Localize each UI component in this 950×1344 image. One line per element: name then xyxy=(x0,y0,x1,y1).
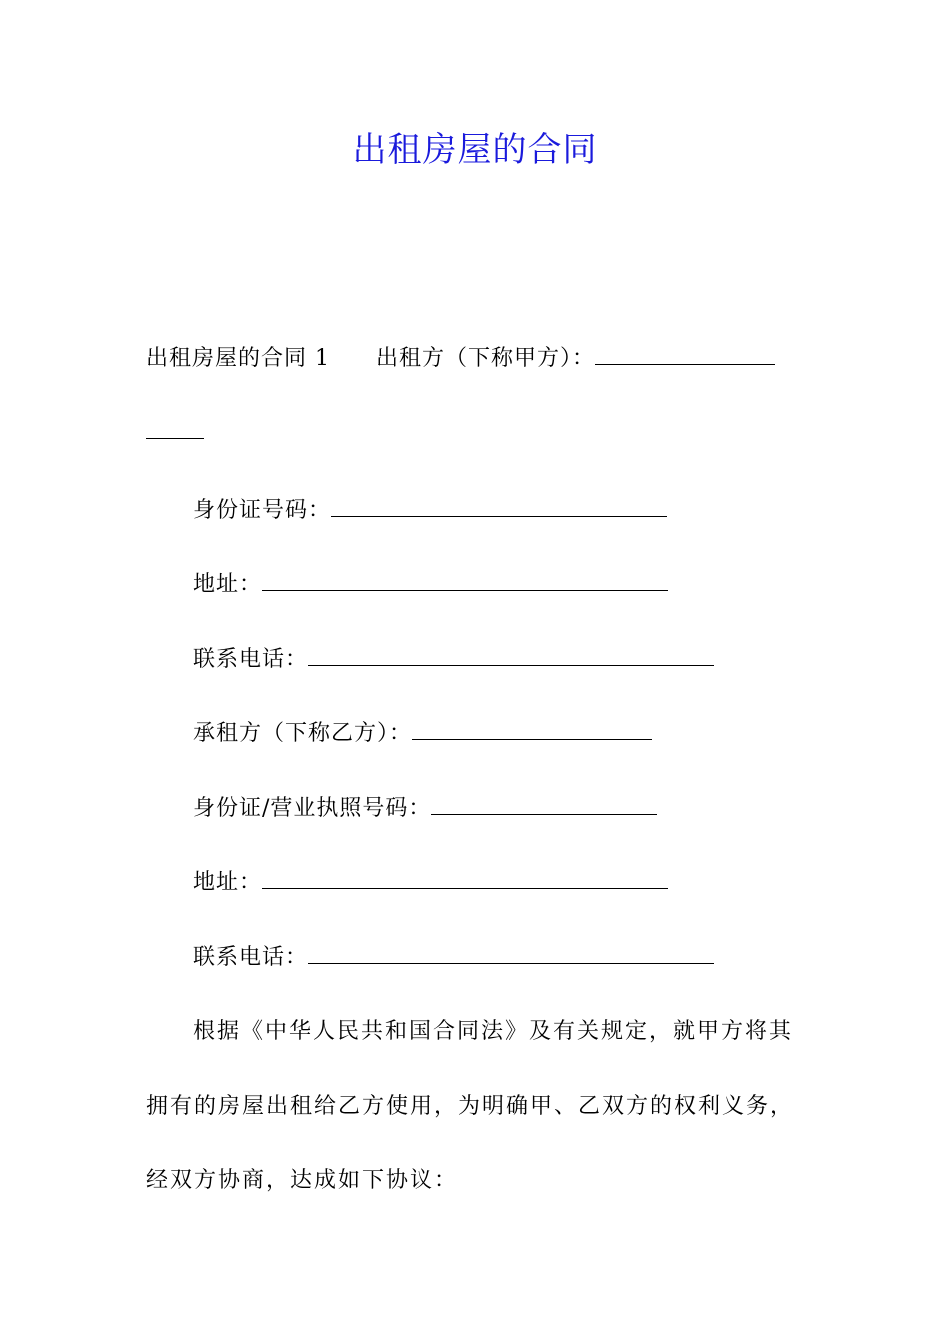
field-row xyxy=(193,645,714,675)
field-row xyxy=(193,496,667,526)
lessee-phone-blank xyxy=(308,943,714,964)
paragraph-line: 根据《中华人民共和国合同法》及有关规定，就甲方将其 xyxy=(193,1019,794,1044)
lessor-label: 出租方（下称甲方）： xyxy=(376,346,596,371)
lessor-blank-continued xyxy=(146,418,204,448)
lessor-phone-label: 联系电话： xyxy=(193,647,309,672)
lessor-id-label: 身份证号码： xyxy=(193,498,332,523)
field-row xyxy=(193,794,657,824)
lessor-address-blank xyxy=(262,570,668,591)
lessee-address-label: 地址： xyxy=(193,870,263,895)
field-row xyxy=(193,719,652,749)
lessee-phone-label: 联系电话： xyxy=(193,945,309,970)
lessor-blank-2 xyxy=(146,418,204,439)
contract-section-label: 出租房屋的合同 1 xyxy=(146,346,330,371)
lessee-label: 承租方（下称乙方）： xyxy=(193,721,413,746)
lessor-id-blank xyxy=(331,496,667,517)
field-row xyxy=(193,943,714,973)
lessee-address-blank xyxy=(262,868,668,889)
field-row xyxy=(193,868,668,898)
field-row xyxy=(193,570,668,600)
lessor-address-label: 地址： xyxy=(193,572,263,597)
lessee-id-blank xyxy=(431,794,657,815)
lessee-id-label: 身份证/营业执照号码： xyxy=(193,796,432,821)
heading-line xyxy=(146,344,775,374)
document-title: 出租房屋的合同 xyxy=(352,130,598,170)
paragraph-line: 拥有的房屋出租给乙方使用，为明确甲、乙双方的权利义务， xyxy=(146,1094,795,1119)
lessee-blank xyxy=(412,719,652,740)
paragraph-line: 经双方协商，达成如下协议： xyxy=(146,1168,459,1193)
lessor-phone-blank xyxy=(308,645,714,666)
lessor-blank xyxy=(595,344,775,365)
